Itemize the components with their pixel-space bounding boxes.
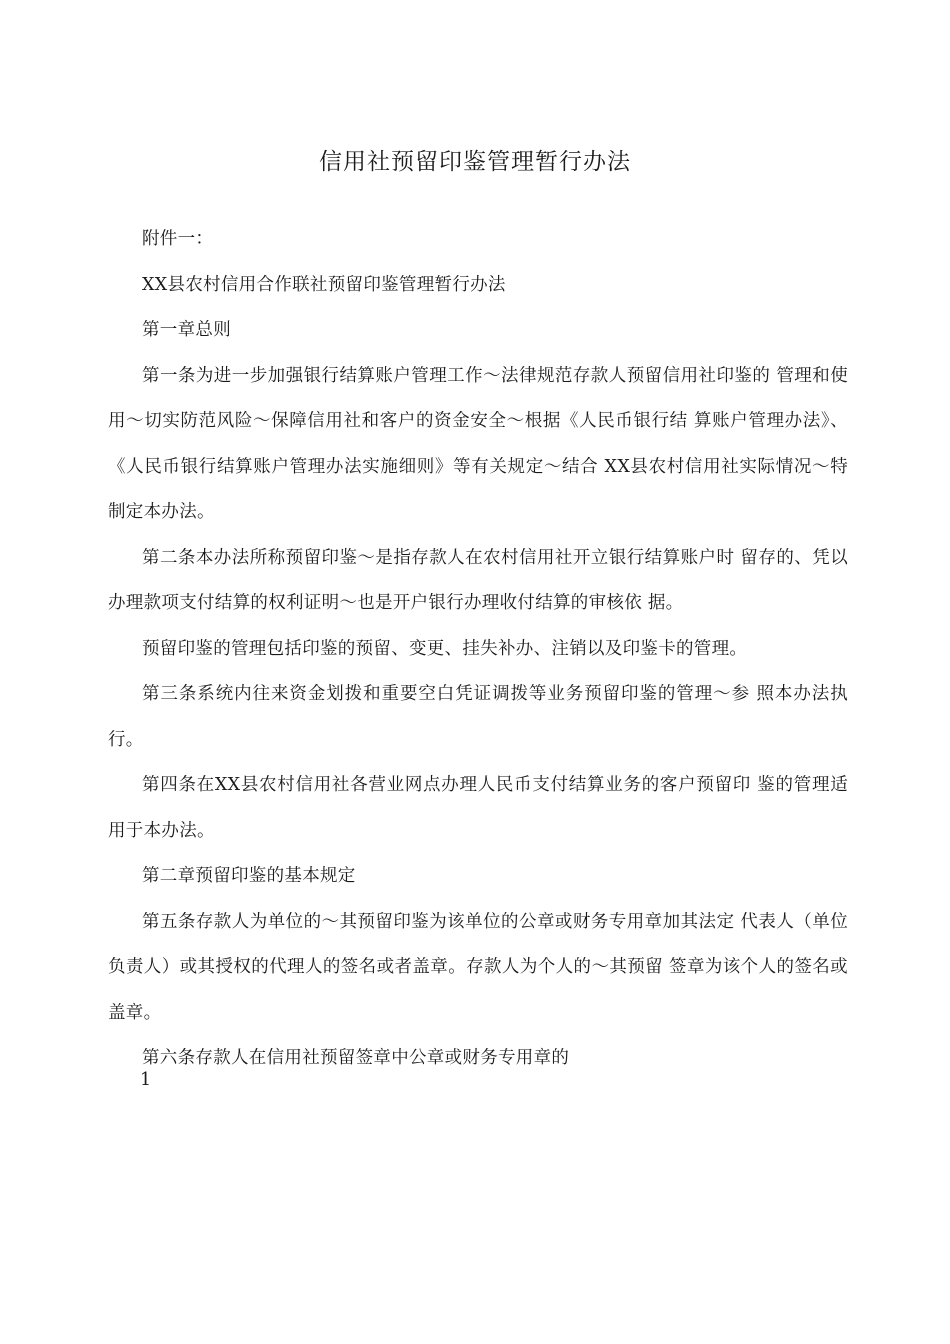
document-body (108, 217, 848, 1082)
paragraph-article-5: 第五条存款人为单位的〜其预留印鉴为该单位的公章或财务专用章加其法定 代表人（单位负责人）或其授权的代理人的签名或者盖章。存款人为个人的〜其预留 签章为该个人的签名或盖章。 (108, 911, 848, 1023)
paragraph-article-4: 第四条在XX县农村信用社各营业网点办理人民币支付结算业务的客户预留印 鉴的管理适用于本办法。 (108, 775, 848, 841)
document-title: 信用社预留印鉴管理暂行办法 (319, 149, 631, 175)
paragraph-article-6: 第六条存款人在信用社预留签章中公章或财务专用章的 (142, 1048, 570, 1068)
paragraph-seal-scope: 预留印鉴的管理包括印鉴的预留、变更、挂失补办、注销以及印鉴卡的管理。 (142, 638, 748, 659)
paragraph-article-3: 第三条系统内往来资金划拨和重要空白凭证调拨等业务预留印鉴的管理〜参 照本办法执行。 (108, 684, 848, 750)
paragraph-article-1: 第一条为进一步加强银行结算账户管理工作〜法律规范存款人预留信用社印鉴的 管理和使用〜切实防范风险〜保障信用社和客户的资金安全〜根据《人民币银行结 算账户管理办法》、《人民币银行结算账户管理办法实施细则》等有关规定〜结合 XX县农村信用社实际情况〜特制定本办法。 (108, 365, 848, 522)
page-number: 1 (140, 1070, 152, 1090)
chapter-heading-2: 第二章预留印鉴的基本规定 (142, 866, 356, 886)
paragraph-article-2: 第二条本办法所称预留印鉴〜是指存款人在农村信用社开立银行结算账户时 留存的、凭以办理款项支付结算的权利证明〜也是开户银行办理收付结算的审核依 据。 (108, 547, 848, 613)
chapter-heading-1: 第一章总则 (142, 320, 231, 340)
paragraph-attachment-label: 附件一： (142, 229, 214, 249)
paragraph-subtitle: XX县农村信用合作联社预留印鉴管理暂行办法 (142, 274, 506, 295)
